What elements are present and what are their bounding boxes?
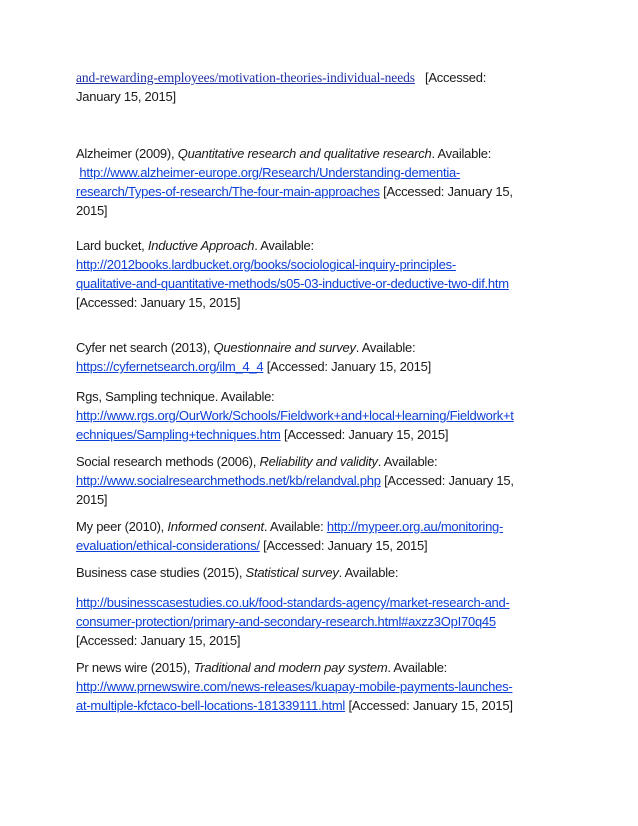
reference-title: Informed consent [167,519,264,534]
reference-link[interactable]: and-rewarding-employees/motivation-theories-individual-needs [76,70,415,85]
accessed-date: 2015] [76,492,108,507]
accessed-date: [Accessed: January 15, 2015] [259,538,428,553]
accessed-date: [Accessed: [424,70,487,85]
reference-link[interactable]: http://businesscasestudies.co.uk/food-standards-agency/market-research-and- [76,595,510,610]
reference-entry [76,517,576,555]
reference-link[interactable]: http://www.alzheimer-europe.org/Research/Understanding-dementia- [79,165,461,180]
accessed-date: January 15, 2015] [76,89,176,104]
accessed-date: 2015] [76,203,108,218]
reference-entry [76,236,576,312]
reference-link[interactable]: http://www.prnewswire.com/news-releases/kuapay-mobile-payments-launches- [76,679,513,694]
reference-available: . Available: [377,454,438,469]
reference-author: Pr news wire (2015), [76,660,194,675]
reference-author: Alzheimer (2009), [76,146,178,161]
reference-author: Business case studies (2015), [76,565,246,580]
reference-link[interactable]: evaluation/ethical-considerations/ [76,538,260,553]
reference-entry [76,144,576,220]
reference-available: . Available: [431,146,492,161]
reference-entry [76,658,576,715]
reference-entry [76,563,576,582]
reference-link[interactable]: http://www.rgs.org/OurWork/Schools/Fieldwork+and+local+learning/Fieldwork+t [76,408,514,423]
reference-link[interactable]: research/Types-of-research/The-four-main-approaches [76,184,380,199]
accessed-date: [Accessed: January 15, 2015] [76,295,241,310]
reference-title: Questionnaire and survey [213,340,356,355]
reference-link[interactable]: http://2012books.lardbucket.org/books/sociological-inquiry-principles- [76,257,456,272]
accessed-date: [Accessed: January 15, 2015] [280,427,449,442]
reference-entry [76,387,576,444]
reference-entry [76,452,576,509]
reference-author: Social research methods (2006), [76,454,260,469]
accessed-date: [Accessed: January 15, 2015] [345,698,513,713]
reference-author: Cyfer net search (2013), [76,340,214,355]
accessed-date: [Accessed: January 15, 2015] [76,633,241,648]
reference-author: Rgs, Sampling technique. Available: [76,389,275,404]
reference-title: Inductive Approach [147,238,255,253]
reference-title: Reliability and validity [259,454,378,469]
reference-link[interactable]: https://cyfernetsearch.org/ilm_4_4 [76,359,264,374]
reference-link[interactable]: http://mypeer.org.au/monitoring- [326,519,504,534]
reference-spacer [415,70,425,85]
reference-link[interactable]: qualitative-and-quantitative-methods/s05-03-inductive-or-deductive-two-dif.htm [76,276,509,291]
reference-author: My peer (2010), [76,519,168,534]
reference-link[interactable]: at-multiple-kfctaco-bell-locations-181339111.html [76,698,346,713]
reference-link[interactable]: consumer-protection/primary-and-secondary-research.html#axzz3OpI70q45 [76,614,496,629]
reference-available: . Available: [263,519,327,534]
accessed-date: [Accessed: January 15, [380,473,514,488]
reference-title: Traditional and modern pay system [193,660,388,675]
reference-link[interactable]: http://www.socialresearchmethods.net/kb/relandval.php [76,473,381,488]
reference-author: Lard bucket, [76,238,148,253]
reference-title: Quantitative research and qualitative research [177,146,432,161]
reference-entry [76,68,576,106]
reference-entry [76,338,576,376]
reference-title: Statistical survey [245,565,339,580]
reference-available: . Available: [355,340,416,355]
reference-available: . Available: [338,565,399,580]
accessed-date: [Accessed: January 15, [379,184,513,199]
reference-entry-continued [76,593,576,650]
reference-link[interactable]: echniques/Sampling+techniques.htm [76,427,281,442]
reference-available: . Available: [254,238,314,253]
accessed-date: [Accessed: January 15, 2015] [263,359,431,374]
reference-available: . Available: [387,660,448,675]
reference-list [76,68,576,715]
